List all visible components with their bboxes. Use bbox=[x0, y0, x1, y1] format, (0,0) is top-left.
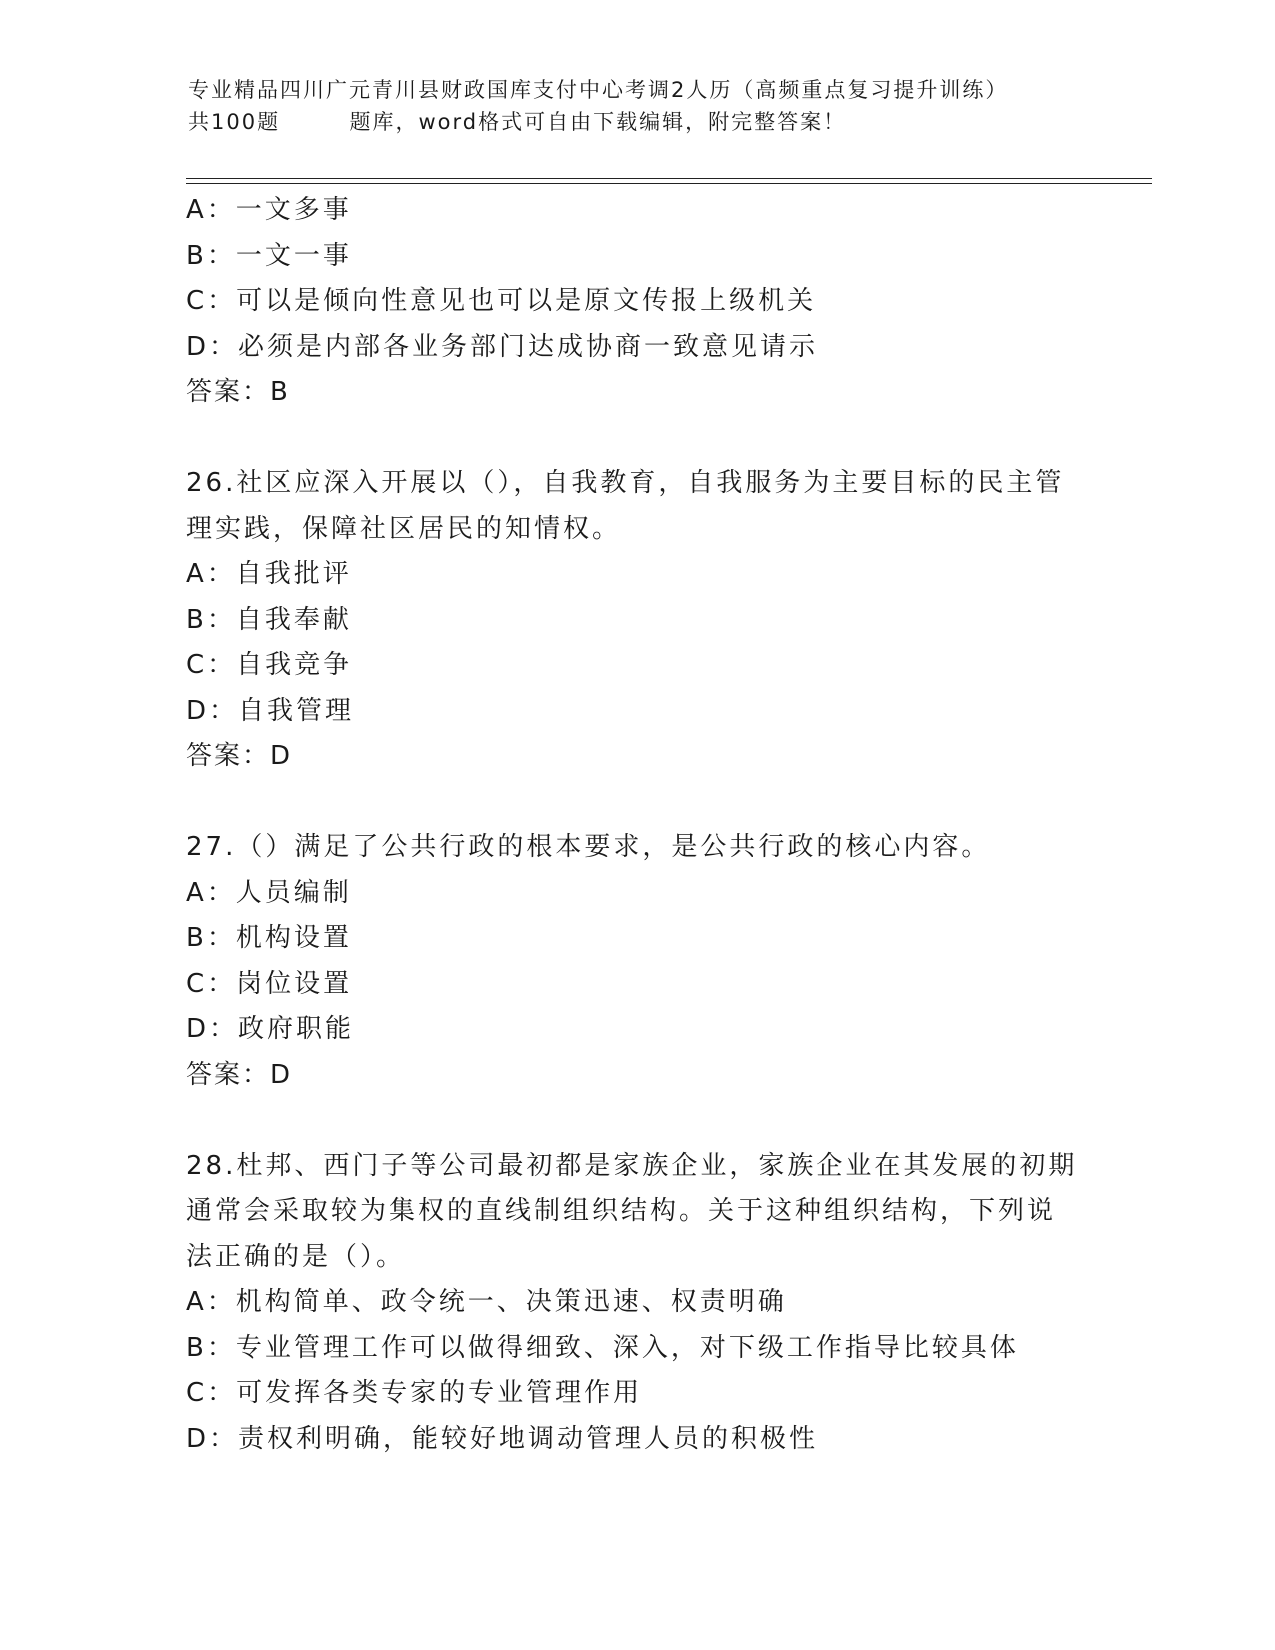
option-b: B：机构设置 bbox=[186, 923, 352, 953]
header-title-line2: 共100题 题库，word格式可自由下载编辑，附完整答案！ bbox=[188, 110, 847, 134]
answer-line: 答案：D bbox=[186, 1059, 293, 1090]
option-c: C：岗位设置 bbox=[186, 968, 353, 999]
question-25-continued bbox=[186, 188, 1086, 416]
question-stem-line: 27.（）满足了公共行政的根本要求，是公共行政的核心内容。 bbox=[186, 832, 991, 862]
header-title-line1: 专业精品四川广元青川县财政国库支付中心考调2人历（高频重点复习提升训练） bbox=[188, 78, 1009, 102]
option-b: B：自我奉献 bbox=[186, 604, 352, 635]
option-a: A：自我批评 bbox=[186, 559, 352, 589]
option-c: C：可以是倾向性意见也可以是原文传报上级机关 bbox=[186, 286, 817, 316]
option-b: B：专业管理工作可以做得细致、深入，对下级工作指导比较具体 bbox=[186, 1332, 1019, 1363]
question-list bbox=[186, 188, 1086, 1462]
header-rule-bottom bbox=[186, 183, 1152, 184]
answer-line: 答案：B bbox=[186, 377, 290, 407]
option-a: A：机构简单、政令统一、决策迅速、权责明确 bbox=[186, 1287, 787, 1317]
question-stem-line: 法正确的是（）。 bbox=[186, 1241, 406, 1272]
question-stem-line: 26.社区应深入开展以（），自我教育，自我服务为主要目标的民主管 bbox=[186, 468, 1065, 498]
question-stem-line: 28.杜邦、西门子等公司最初都是家族企业，家族企业在其发展的初期 bbox=[186, 1150, 1078, 1181]
question-stem-line: 理实践，保障社区居民的知情权。 bbox=[186, 513, 622, 544]
option-d: D：责权利明确，能较好地调动管理人员的积极性 bbox=[186, 1423, 819, 1454]
option-b: B：一文一事 bbox=[186, 240, 352, 271]
question-27 bbox=[186, 825, 1086, 1098]
spacer bbox=[186, 416, 1086, 462]
header-rule-top bbox=[186, 178, 1152, 179]
spacer bbox=[186, 780, 1086, 826]
option-a: A：一文多事 bbox=[186, 195, 352, 225]
spacer bbox=[186, 1098, 1086, 1144]
question-28 bbox=[186, 1144, 1086, 1463]
question-stem-line: 通常会采取较为集权的直线制组织结构。关于这种组织结构，下列说 bbox=[186, 1196, 1057, 1226]
document-header bbox=[188, 74, 1088, 138]
option-d: D：政府职能 bbox=[186, 1014, 355, 1044]
question-26 bbox=[186, 461, 1086, 780]
option-a: A：人员编制 bbox=[186, 877, 352, 908]
option-d: D：必须是内部各业务部门达成协商一致意见请示 bbox=[186, 331, 819, 362]
option-c: C：可发挥各类专家的专业管理作用 bbox=[186, 1378, 643, 1408]
answer-line: 答案：D bbox=[186, 741, 293, 771]
option-c: C：自我竞争 bbox=[186, 650, 353, 680]
option-d: D：自我管理 bbox=[186, 695, 355, 726]
